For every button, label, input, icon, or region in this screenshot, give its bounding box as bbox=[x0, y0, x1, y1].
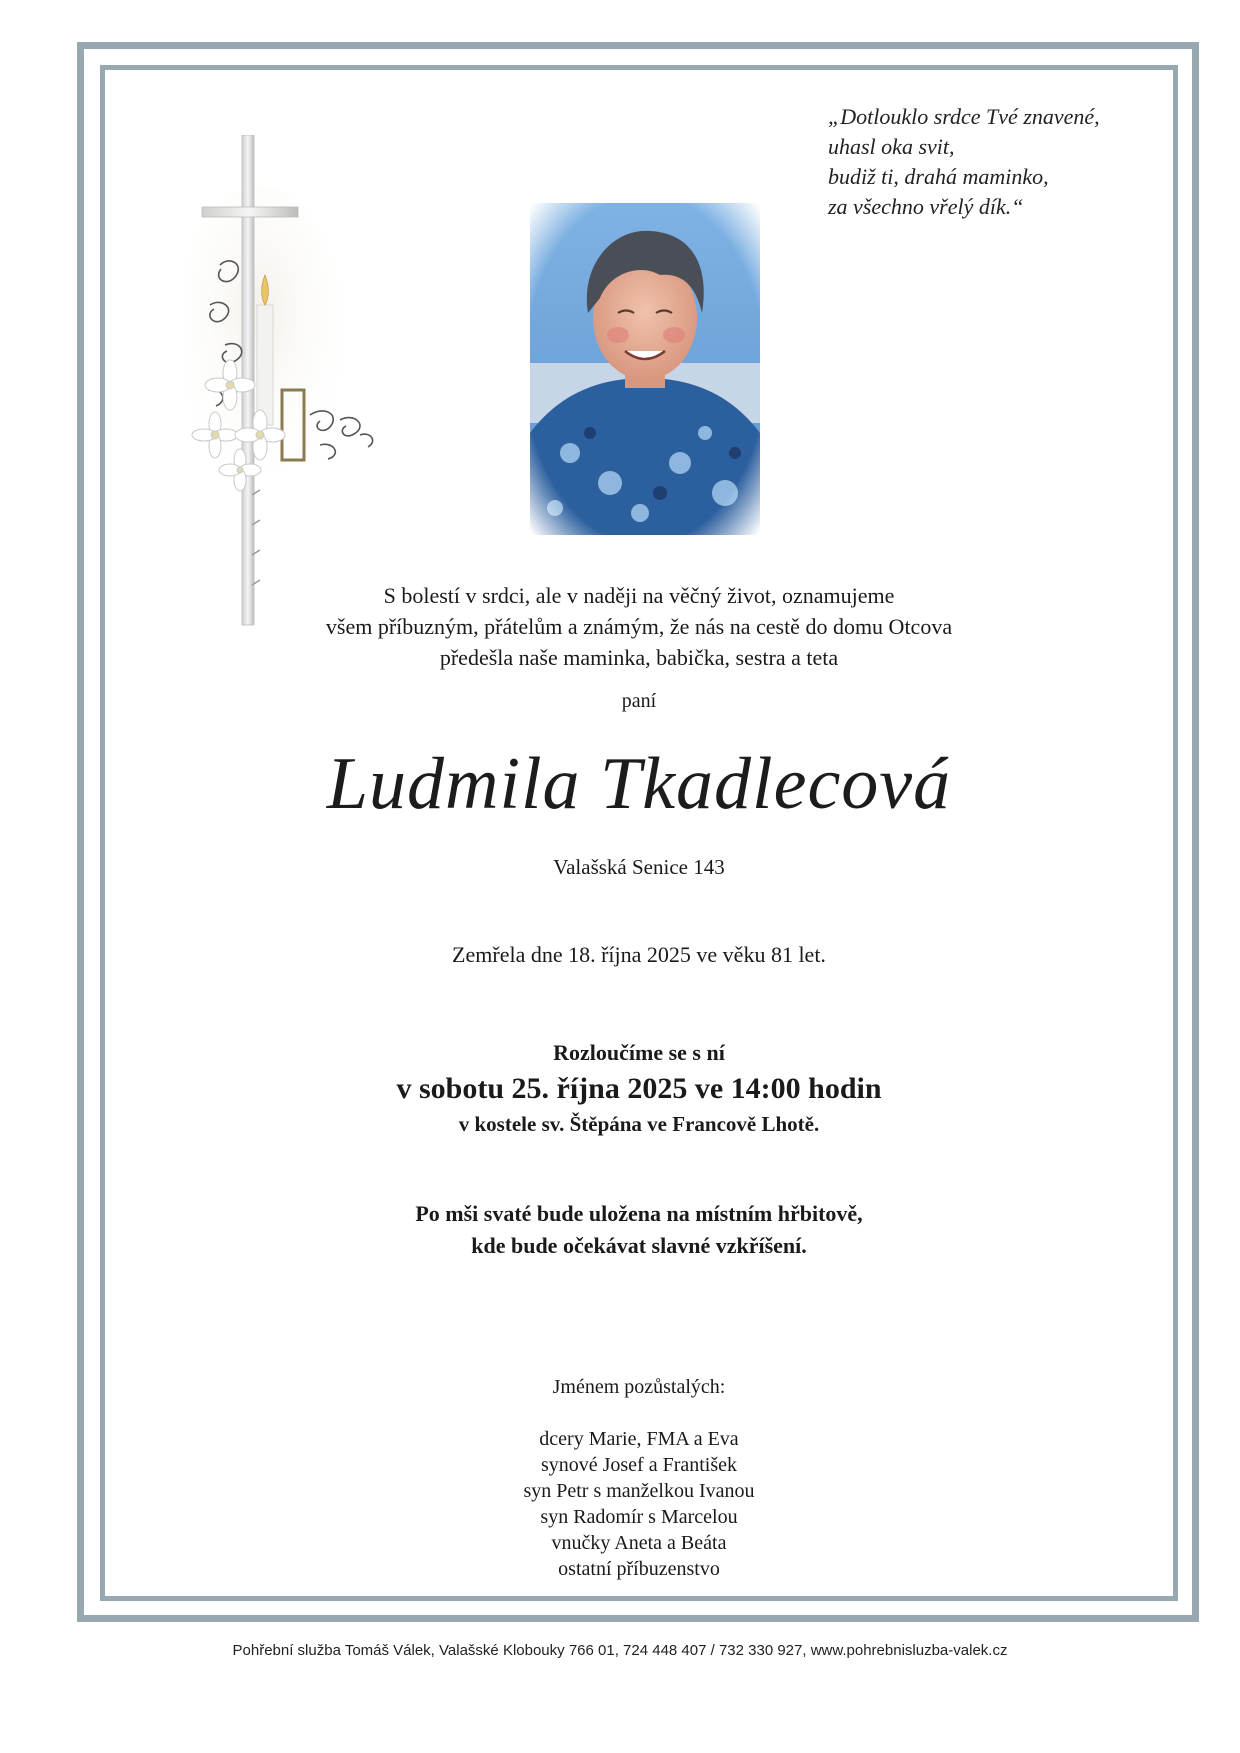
verse-line: „Dotlouklo srdce Tvé znavené, bbox=[828, 104, 1100, 129]
farewell-place: v kostele sv. Štěpána ve Francově Lhotě. bbox=[458, 1112, 820, 1136]
mourner-line: ostatní příbuzenstvo bbox=[558, 1558, 720, 1580]
verse bbox=[828, 102, 1188, 222]
intro-line: předešla naše maminka, babička, sestra a teta bbox=[439, 645, 839, 670]
deceased-name: Ludmila Tkadlecová bbox=[326, 743, 952, 825]
verse-line: budiž ti, drahá maminko, bbox=[828, 164, 1049, 189]
verse-line: uhasl oka svit, bbox=[828, 134, 955, 159]
burial-note bbox=[100, 1198, 1178, 1262]
intro-line: všem příbuzným, přátelům a známým, že nás na cestě do domu Otcova bbox=[325, 614, 953, 639]
mourners-title: Jménem pozůstalých: bbox=[552, 1376, 726, 1398]
mourner-line: synové Josef a František bbox=[540, 1454, 738, 1476]
farewell-datetime: v sobotu 25. října 2025 ve 14:00 hodin bbox=[396, 1072, 882, 1105]
verse-line: za všechno vřelý dík.“ bbox=[828, 194, 1024, 219]
honorific: paní bbox=[621, 690, 657, 712]
portrait-photo bbox=[530, 203, 760, 535]
farewell-intro: Rozloučíme se s ní bbox=[553, 1040, 725, 1065]
burial-line: Po mši svaté bude uložena na místním hřbitově, bbox=[415, 1201, 863, 1226]
deceased-address: Valašská Senice 143 bbox=[553, 855, 725, 879]
mourners-list bbox=[100, 1426, 1178, 1582]
announcement-intro bbox=[100, 580, 1178, 673]
intro-line: S bolestí v srdci, ale v naději na věčný život, oznamujeme bbox=[383, 583, 895, 608]
death-note: Zemřela dne 18. října 2025 ve věku 81 let. bbox=[452, 942, 826, 967]
mourner-line: syn Radomír s Marcelou bbox=[540, 1506, 738, 1528]
mourner-line: dcery Marie, FMA a Eva bbox=[539, 1428, 739, 1450]
mourner-line: vnučky Aneta a Beáta bbox=[551, 1532, 727, 1554]
cross-candle-flowers-icon bbox=[190, 135, 410, 635]
mourner-line: syn Petr s manželkou Ivanou bbox=[523, 1480, 755, 1502]
burial-line: kde bude očekávat slavné vzkříšení. bbox=[471, 1233, 807, 1258]
funeral-service-footer: Pohřební služba Tomáš Válek, Valašské Klobouky 766 01, 724 448 407 / 732 330 927, www.pohrebnisluzba-valek.cz bbox=[232, 1642, 1008, 1659]
